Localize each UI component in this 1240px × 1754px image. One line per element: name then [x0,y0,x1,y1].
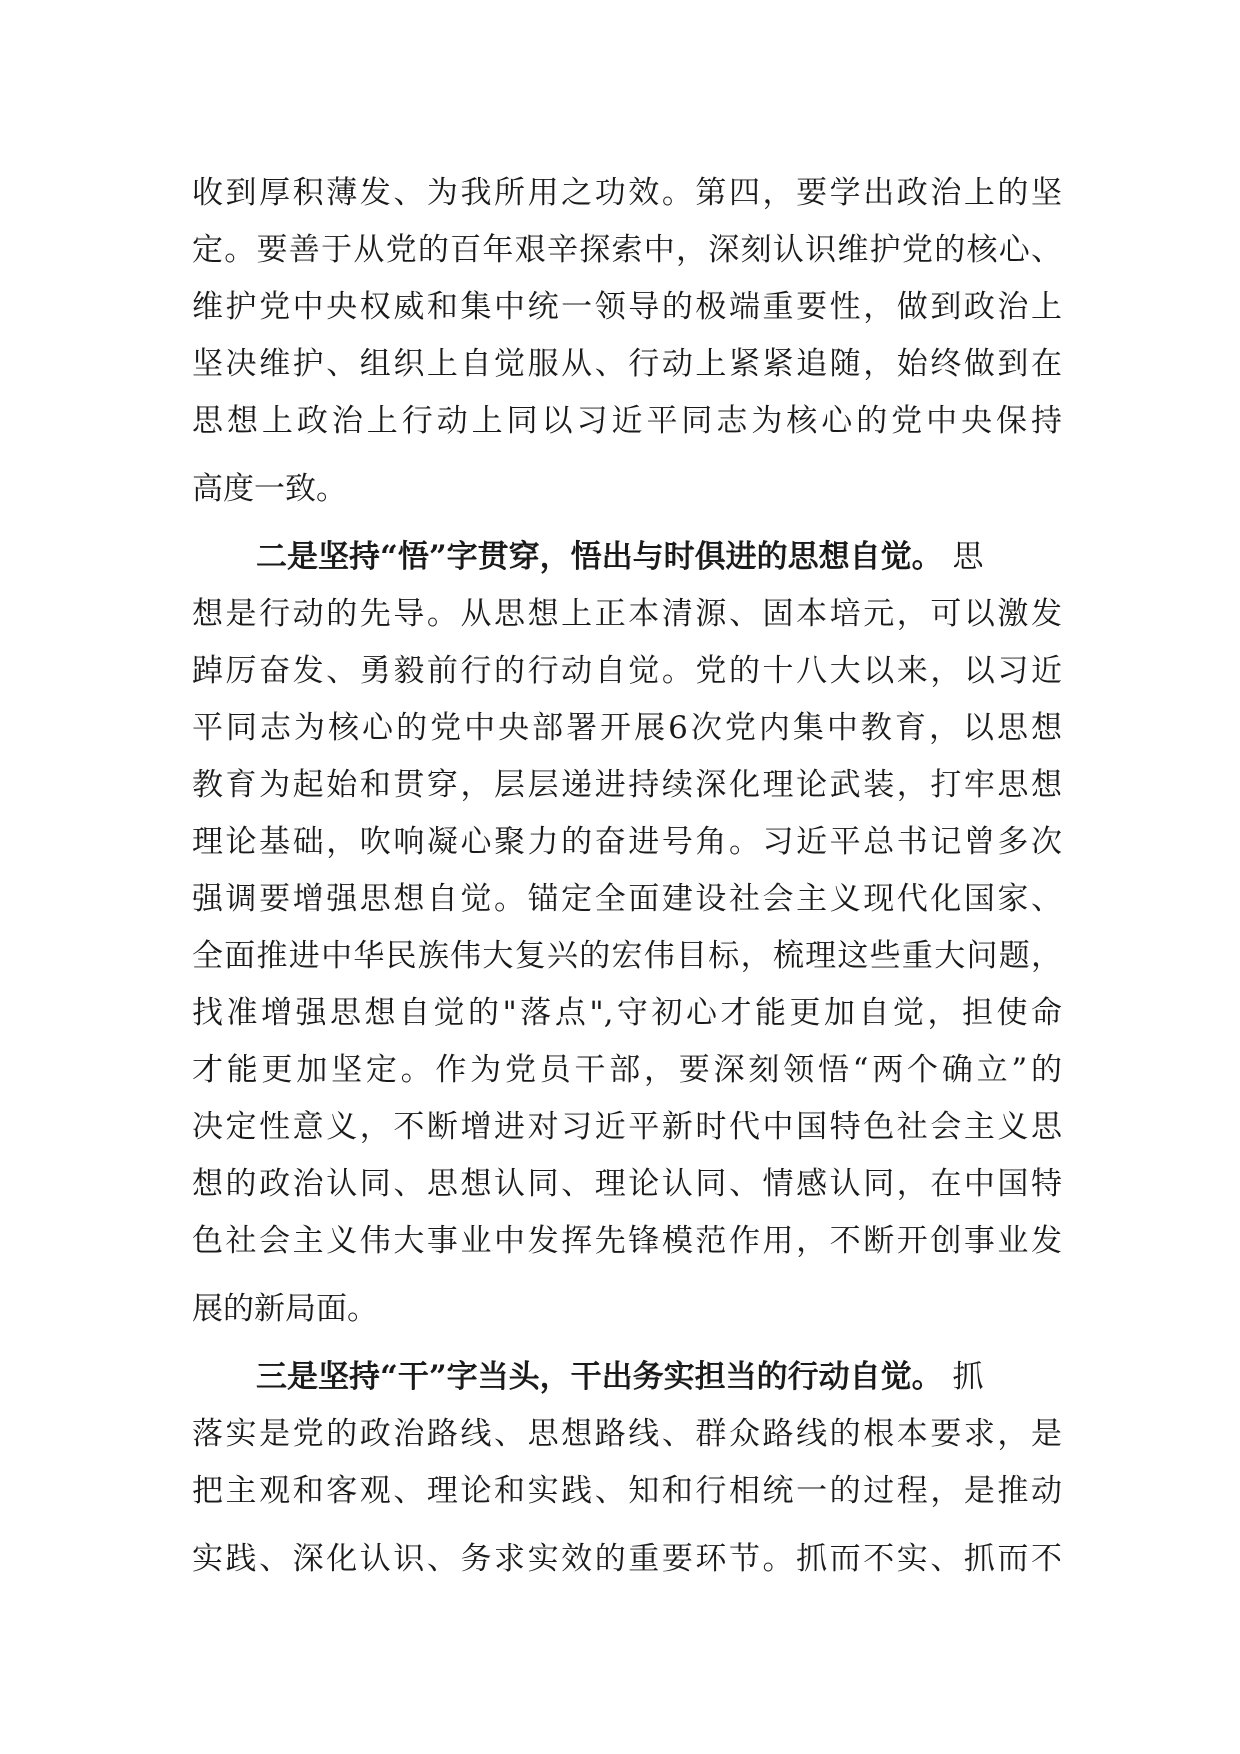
text-line: 把主观和客观、理论和实践、知和行相统一的过程，是推动 [192,1473,1062,1509]
text-line: 想的政治认同、思想认同、理论认同、情感认同，在中国特 [192,1166,1062,1202]
text-line: 踔厉奋发、勇毅前行的行动自觉。党的十八大以来，以习近 [192,653,1062,689]
text-line: 落实是党的政治路线、思想路线、群众路线的根本要求，是 [192,1416,1062,1452]
text-line: 决定性意义，不断增进对习近平新时代中国特色社会主义思 [192,1109,1062,1145]
text-line: 维护党中央权威和集中统一领导的极端重要性，做到政治上 [192,289,1062,325]
document-page [192,165,1062,1588]
paragraph-3 [192,1349,1062,1588]
text-line: 理论基础，吹响凝心聚力的奋进号角。习近平总书记曾多次 [192,824,1062,860]
text-line: 教育为起始和贯穿，层层递进持续深化理论武装，打牢思想 [192,767,1062,803]
text-line: 想是行动的先导。从思想上正本清源、固本培元，可以激发 [192,596,1062,632]
section-heading: 三是坚持“干”字当头，干出务实担当的行动自觉。 [256,1359,943,1395]
section-heading: 二是坚持“悟”字贯穿，悟出与时俱进的思想自觉。 [256,539,943,575]
text-line: 坚决维护、组织上自觉服从、行动上紧紧追随，始终做到在 [192,346,1062,382]
text-line: 色社会主义伟大事业中发挥先锋模范作用，不断开创事业发 [192,1223,1062,1259]
text-line: 收到厚积薄发、为我所用之功效。第四，要学出政治上的坚 [192,175,1062,211]
paragraph-first-line [192,1349,1062,1406]
paragraph-2 [192,529,1062,1338]
text-line: 展的新局面。 [192,1291,378,1327]
text-line: 实践、深化认识、务求实效的重要环节。抓而不实、抓而不 [192,1541,1062,1577]
text-line: 思想上政治上行动上同以习近平同志为核心的党中央保持 [192,403,1062,439]
text-run: 抓 [942,1359,984,1395]
text-line: 找准增强思想自觉的"落点",守初心才能更加自觉，担使命 [192,995,1062,1031]
text-run: 思 [942,539,984,575]
text-line: 才能更加坚定。作为党员干部，要深刻领悟“两个确立”的 [192,1052,1062,1088]
paragraph-first-line [192,529,1062,586]
text-line: 平同志为核心的党中央部署开展6次党内集中教育，以思想 [192,710,1062,746]
paragraph-1 [192,165,1062,518]
text-line: 强调要增强思想自觉。锚定全面建设社会主义现代化国家、 [192,881,1062,917]
text-line: 定。要善于从党的百年艰辛探索中，深刻认识维护党的核心、 [192,232,1062,268]
text-line: 全面推进中华民族伟大复兴的宏伟目标，梳理这些重大问题， [192,938,1062,974]
text-line: 高度一致。 [192,471,347,507]
